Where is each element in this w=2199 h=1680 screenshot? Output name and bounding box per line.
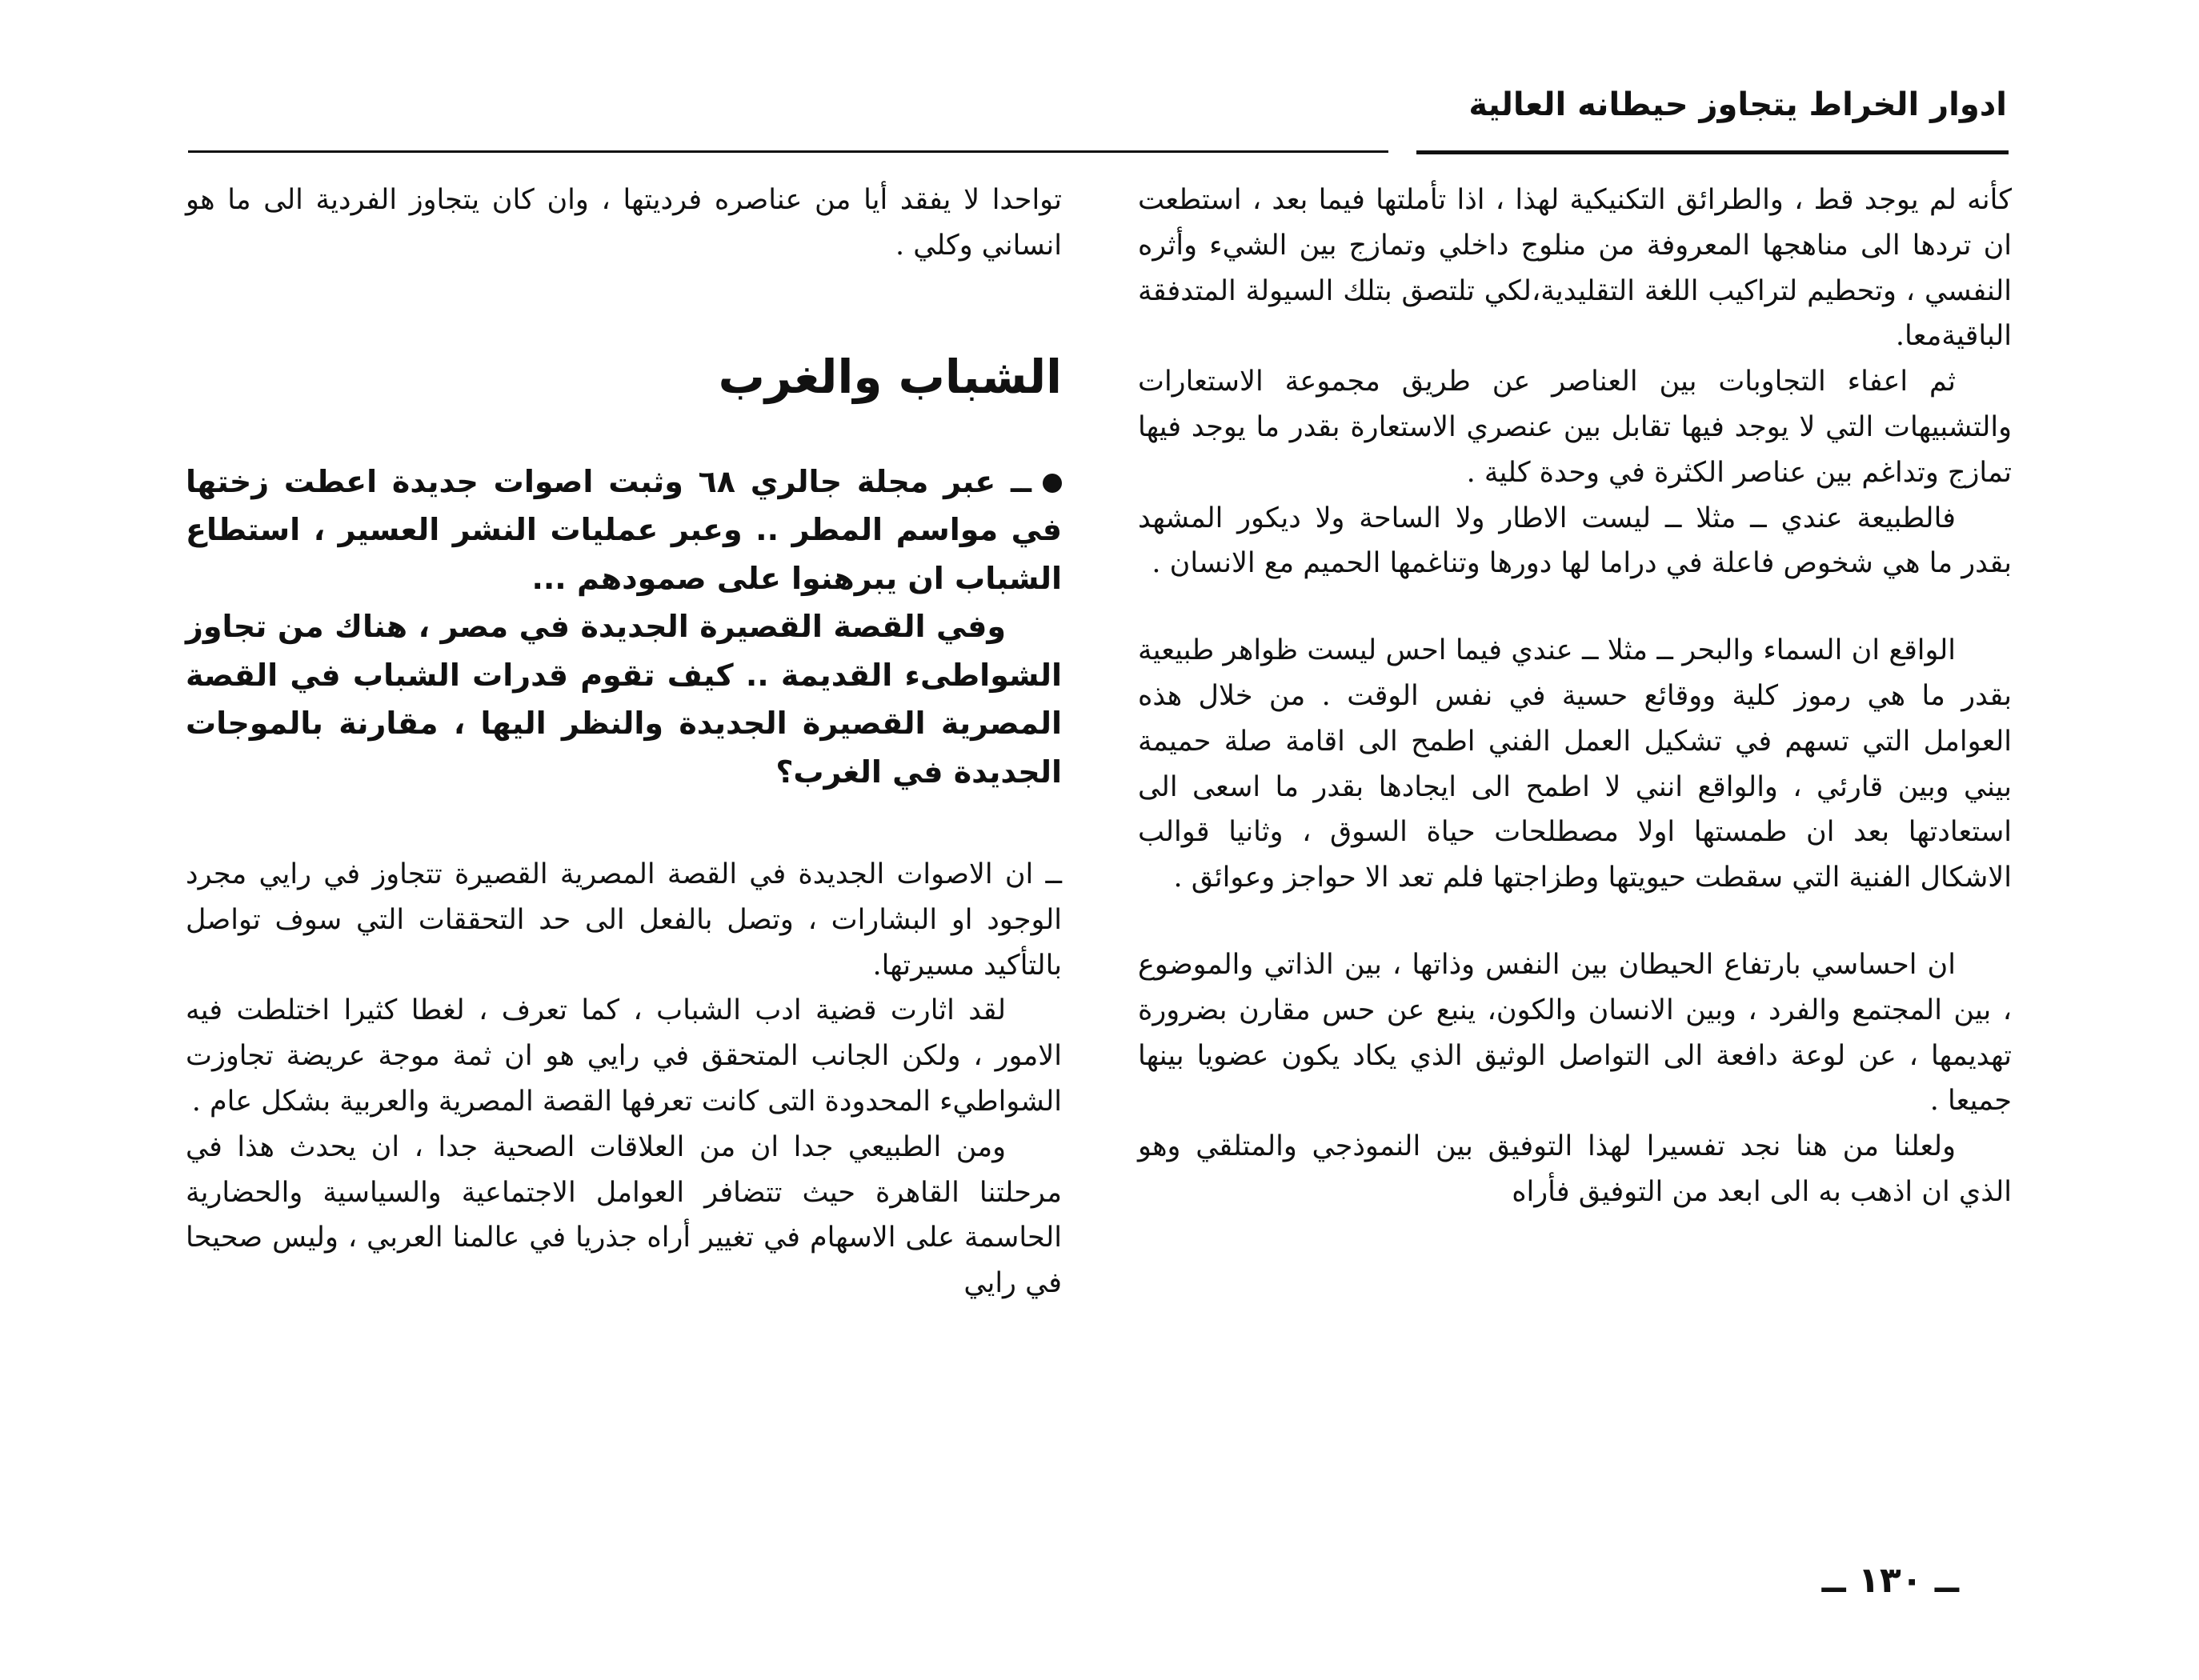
running-header: ادوار الخراط يتجاوز حيطانه العالية (1468, 86, 2007, 123)
interview-question-continued: وفي القصة القصيرة الجديدة في مصر ، هناك من تجاوز الشواطىء القديمة .. كيف تقوم قدرات الشباب في القصة المصرية القصيرة الجديدة والنظر اليها ، مقارنة بالموجات الجديدة في الغرب؟ (186, 609, 1062, 790)
interview-question (186, 458, 1062, 603)
paragraph: ولعلنا من هنا نجد تفسيرا لهذا التوفيق بين النموذجي والمتلقي وهو الذي ان اذهب به الى ابعد من التوفيق فأراه (1138, 1130, 2012, 1208)
left-column (186, 178, 1062, 1306)
section-heading: الشباب والغرب (718, 349, 1062, 404)
question-text: ــ عبر مجلة جالري ٦٨ وثبت اصوات جديدة اعطت زختها في مواسم المطر .. وعبر عمليات النشر العسير ، استطاع الشباب ان يبرهنوا على صمودهم ... (186, 463, 1062, 596)
paragraph: ثم اعفاء التجاوبات بين العناصر عن طريق مجموعة الاستعارات والتشبيهات التي لا يوجد فيها تقابل بين عنصري الاستعارة بقدر ما يوجد فيها تمازج وتداغم بين عناصر الكثرة في وحدة كلية . (1138, 366, 2012, 489)
page-number: ــ ١٣٠ ــ (1821, 1560, 1959, 1601)
continuation-paragraph: تواحدا لا يفقد أيا من عناصره فرديتها ، وان كان يتجاوز الفردية الى ما هو انساني وكلي . (186, 184, 1062, 262)
header-rule-right (1416, 150, 2009, 154)
answer-paragraph: ومن الطبيعي جدا ان من العلاقات الصحية جدا ، ان يحدث هذا في مرحلتنا القاهرة حيث تتضافر العوامل الاجتماعية والسياسية والحضارية الحاسمة على الاسهام في تغيير أراه جذريا في عالمنا العربي ، وليس صحيحا في رايي (186, 1130, 1062, 1300)
spacer (186, 796, 1062, 852)
paragraph: ان احساسي بارتفاع الحيطان بين النفس وذاتها ، بين الذاتي والموضوع ، بين المجتمع والفرد ، وبين الانسان والكون، ينبع عن حس مقارن بضرورة تهديمها ، عن لوعة دافعة الى التواصل الوثيق الذي يكاد يكون عضويا بينها جميعا . (1138, 948, 2012, 1118)
paragraph: كأنه لم يوجد قط ، والطرائق التكنيكية لهذا ، اذا تأملتها فيما بعد ، استطعت ان تردها الى مناهجها المعروفة من منلوج داخلي وتمازج بين الشيء وأثره النفسي ، وتحطيم لتراكيب اللغة التقليدية،لكي تلتصق بتلك السيولة المتدفقة الباقيةمعا. (1138, 184, 2012, 353)
answer-paragraph: ــ ان الاصوات الجديدة في القصة المصرية القصيرة تتجاوز في رايي مجرد الوجود او البشارات ، وتصل بالفعل الى حد التحققات التي سوف تواصل بالتأكيد مسيرتها. (186, 858, 1062, 982)
answer-paragraph: لقد اثارت قضية ادب الشباب ، كما تعرف ، لغطا كثيرا اختلطت فيه الامور ، ولكن الجانب المتحقق في رايي هو ان ثمة موجة عريضة تجاوزت الشواطيء المحدودة التى كانت تعرفها القصة المصرية والعربية بشكل عام . (186, 994, 1062, 1118)
bullet-icon (1043, 474, 1062, 493)
right-column (1138, 178, 2012, 1215)
paragraph: الواقع ان السماء والبحر ــ مثلا ــ عندي فيما احس ليست ظواهر طبيعية بقدر ما هي رموز كلية ووقائع حسية في نفس الوقت . من خلال هذه العوامل التي تسهم في تشكيل العمل الفني اطمح الى اقامة صلة حميمة بيني وبين قارئي ، والواقع انني لا اطمح الى ايجادها بقدر ما اسعى الى استعادتها بعد ان طمستها اولا مصطلحات حياة السوق ، وثانيا قوالب الاشكال الفنية التي سقطت حيويتها وطزاجتها فلم تعد الا حواجز وعوائق . (1138, 634, 2012, 894)
header-rule-left (188, 150, 1388, 153)
paragraph: فالطبيعة عندي ــ مثلا ــ ليست الاطار ولا الساحة ولا ديكور المشهد بقدر ما هي شخوص فاعلة في دراما لها دورها وتناغمها الحميم مع الانسان . (1138, 502, 2012, 580)
